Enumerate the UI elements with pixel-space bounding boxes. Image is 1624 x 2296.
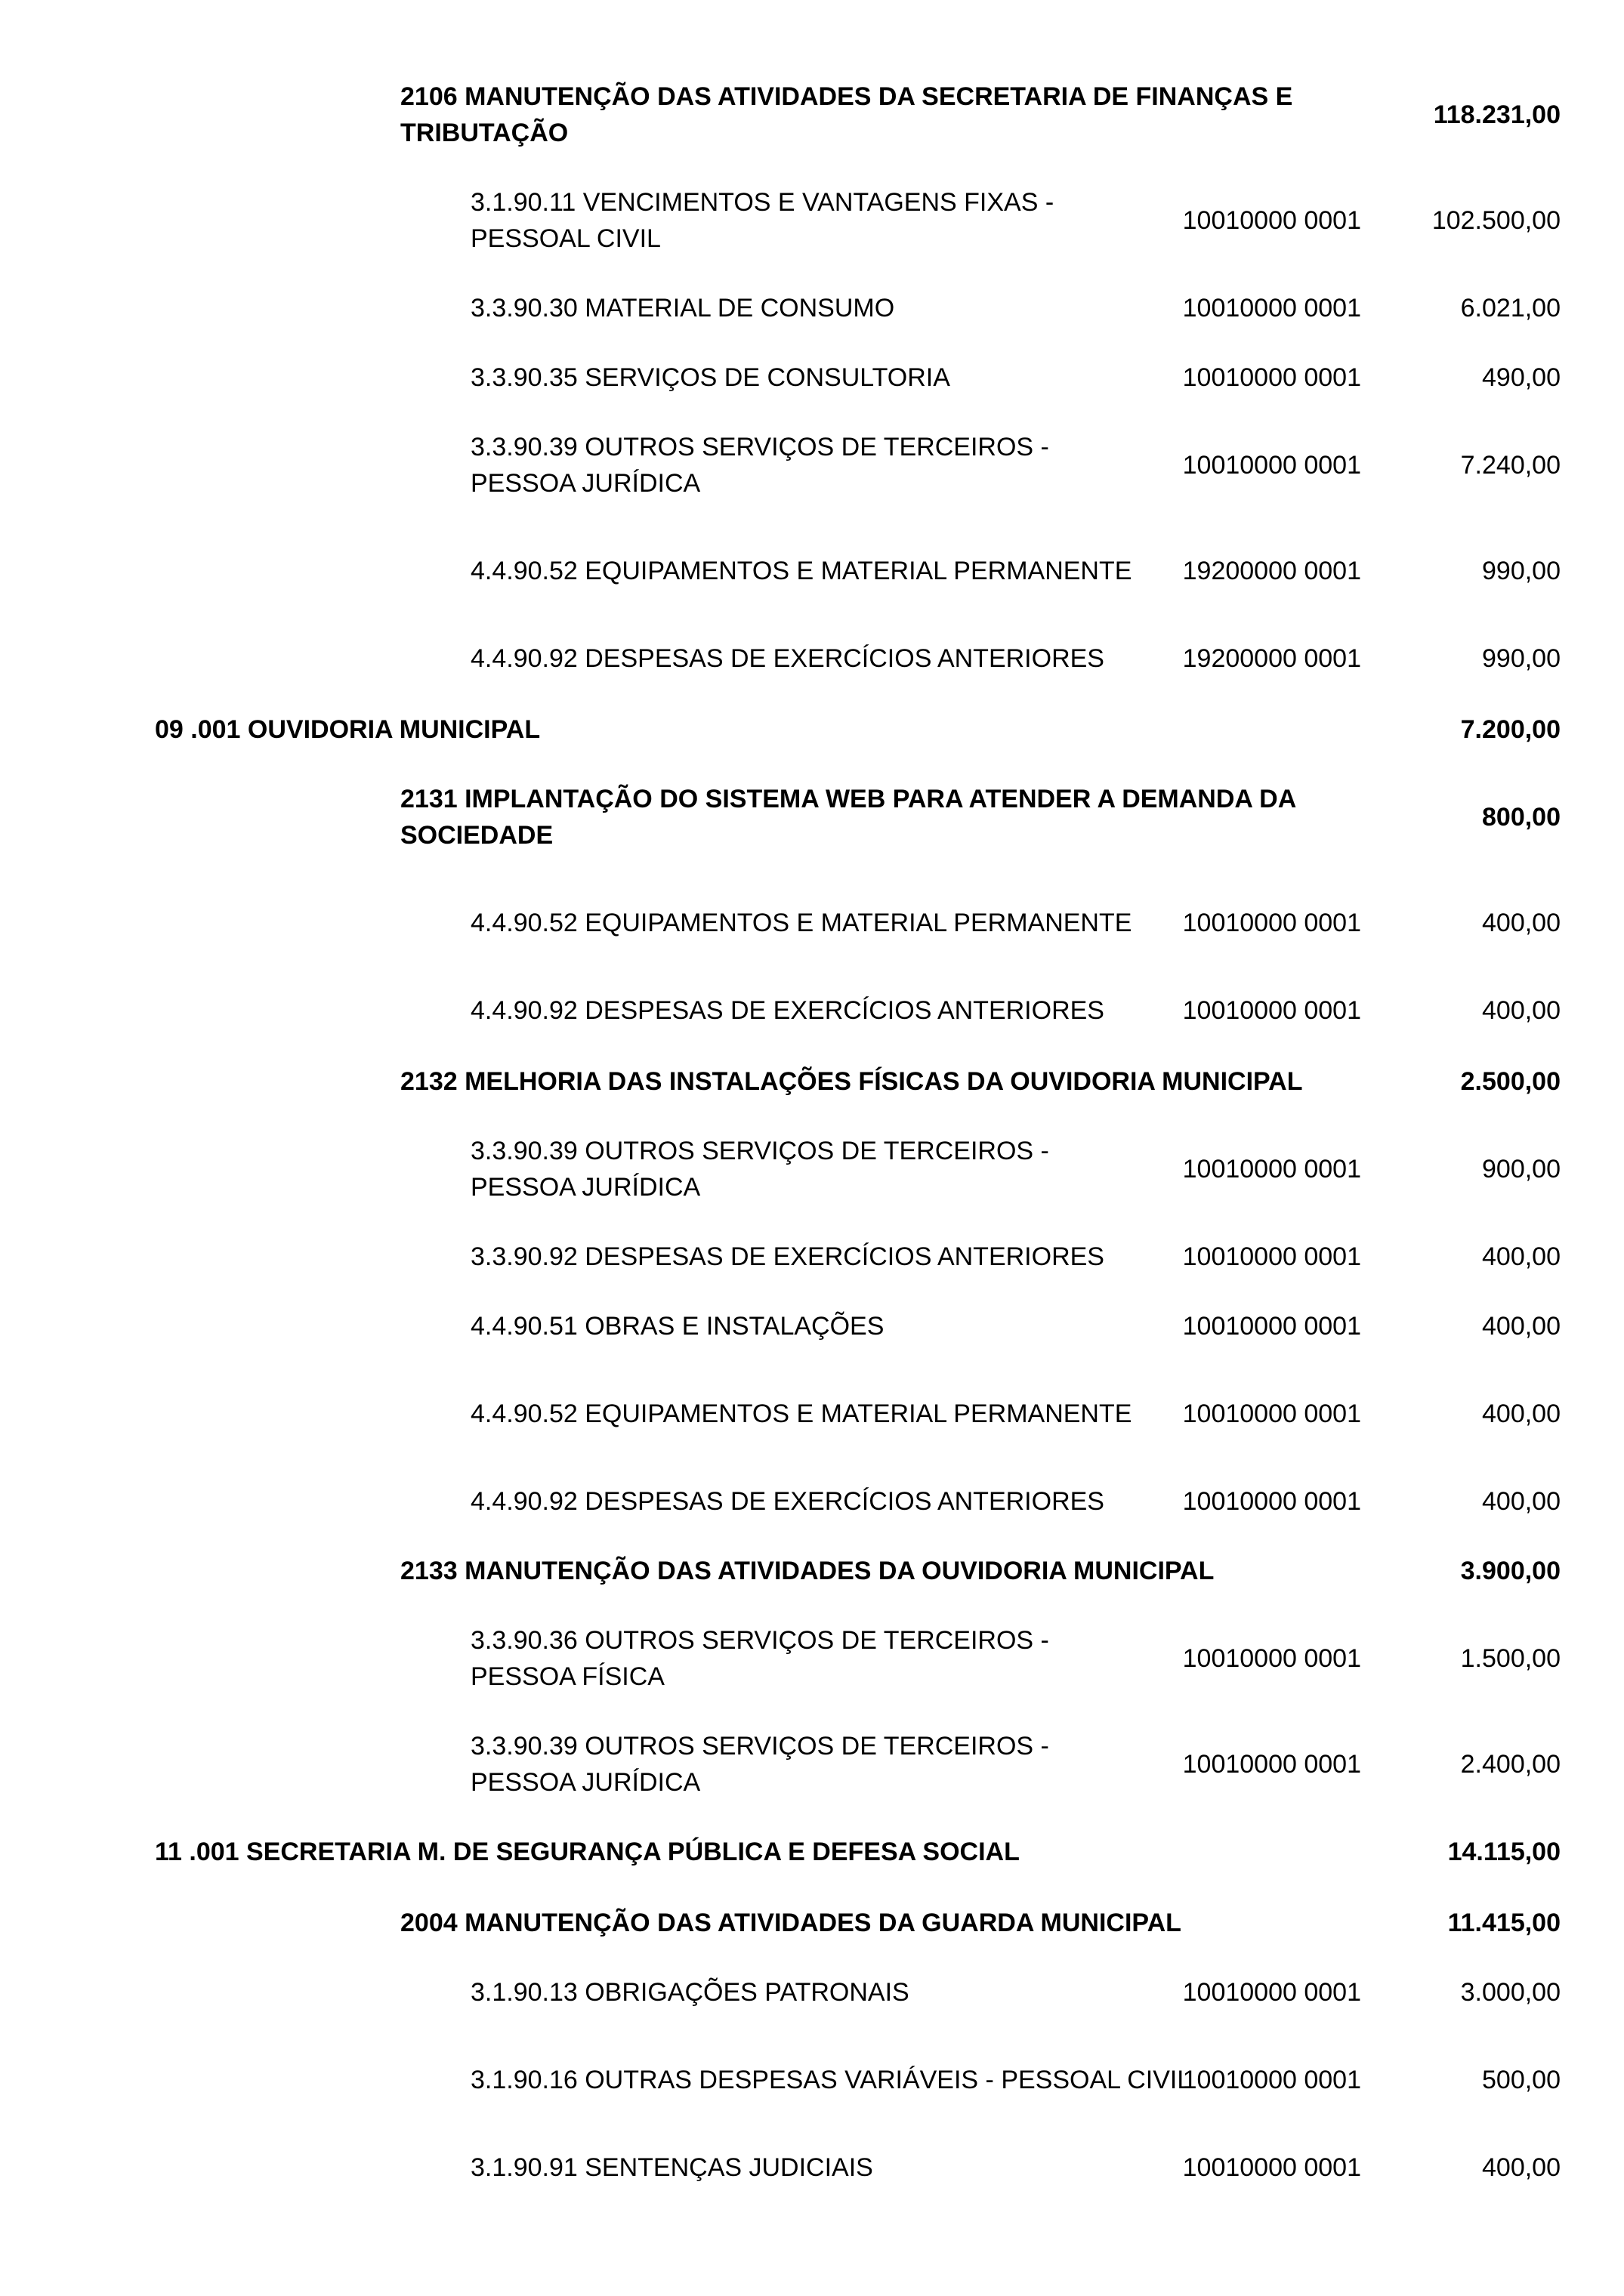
resource-source-code: 10010000 0001 xyxy=(1182,1155,1361,1183)
expense-item-label: 3.1.90.91 SENTENÇAS JUDICIAIS xyxy=(471,2153,873,2182)
total-amount: 3.900,00 xyxy=(1460,1557,1561,1585)
expense-item-label: 3.3.90.39 OUTROS SERVIÇOS DE TERCEIROS - PESSOA JURÍDICA xyxy=(471,433,1049,498)
item-amount: 3.000,00 xyxy=(1460,1978,1561,2007)
total-amount: 14.115,00 xyxy=(1447,1838,1561,1866)
resource-source-code: 10010000 0001 xyxy=(1182,451,1361,480)
action-heading: 2106 MANUTENÇÃO DAS ATIVIDADES DA SECRETARIA DE FINANÇAS E TRIBUTAÇÃO xyxy=(400,82,1293,147)
expense-item-label: 3.3.90.39 OUTROS SERVIÇOS DE TERCEIROS - PESSOA JURÍDICA xyxy=(471,1732,1049,1797)
expense-item-label: 4.4.90.52 EQUIPAMENTOS E MATERIAL PERMANENTE xyxy=(471,557,1132,585)
item-amount: 990,00 xyxy=(1482,644,1561,673)
expense-item-label: 4.4.90.52 EQUIPAMENTOS E MATERIAL PERMANENTE xyxy=(471,1400,1132,1428)
item-amount: 2.400,00 xyxy=(1460,1750,1561,1779)
expense-item-label: 3.3.90.35 SERVIÇOS DE CONSULTORIA xyxy=(471,363,950,392)
resource-source-code: 10010000 0001 xyxy=(1182,294,1361,322)
resource-source-code: 10010000 0001 xyxy=(1182,1978,1361,2007)
item-amount: 400,00 xyxy=(1482,2153,1561,2182)
item-amount: 400,00 xyxy=(1482,909,1561,937)
resource-source-code: 10010000 0001 xyxy=(1182,206,1361,235)
item-amount: 900,00 xyxy=(1482,1155,1561,1183)
item-amount: 400,00 xyxy=(1482,1400,1561,1428)
resource-source-code: 10010000 0001 xyxy=(1182,1242,1361,1271)
expense-item-label: 3.1.90.13 OBRIGAÇÕES PATRONAIS xyxy=(471,1978,909,2007)
action-heading: 2004 MANUTENÇÃO DAS ATIVIDADES DA GUARDA MUNICIPAL xyxy=(400,1909,1181,1937)
expense-item-label: 4.4.90.52 EQUIPAMENTOS E MATERIAL PERMANENTE xyxy=(471,909,1132,937)
item-amount: 500,00 xyxy=(1482,2066,1561,2094)
resource-source-code: 10010000 0001 xyxy=(1182,1400,1361,1428)
item-amount: 490,00 xyxy=(1482,363,1561,392)
item-amount: 400,00 xyxy=(1482,1312,1561,1341)
resource-source-code: 10010000 0001 xyxy=(1182,1312,1361,1341)
resource-source-code: 10010000 0001 xyxy=(1182,2066,1361,2094)
unit-heading: 09 .001 OUVIDORIA MUNICIPAL xyxy=(155,715,541,744)
unit-heading: 11 .001 SECRETARIA M. DE SEGURANÇA PÚBLICA E DEFESA SOCIAL xyxy=(155,1838,1020,1866)
total-amount: 7.200,00 xyxy=(1460,715,1561,744)
expense-item-label: 3.1.90.11 VENCIMENTOS E VANTAGENS FIXAS - PESSOAL CIVIL xyxy=(471,188,1054,253)
action-heading: 2132 MELHORIA DAS INSTALAÇÕES FÍSICAS DA OUVIDORIA MUNICIPAL xyxy=(400,1067,1303,1096)
item-amount: 102.500,00 xyxy=(1431,206,1561,235)
expense-item-label: 4.4.90.51 OBRAS E INSTALAÇÕES xyxy=(471,1312,885,1341)
expense-item-label: 3.3.90.30 MATERIAL DE CONSUMO xyxy=(471,294,895,322)
item-amount: 990,00 xyxy=(1482,557,1561,585)
item-amount: 400,00 xyxy=(1482,996,1561,1025)
resource-source-code: 10010000 0001 xyxy=(1182,1487,1361,1516)
action-heading: 2131 IMPLANTAÇÃO DO SISTEMA WEB PARA ATENDER A DEMANDA DA SOCIEDADE xyxy=(400,785,1296,850)
total-amount: 800,00 xyxy=(1482,803,1561,832)
resource-source-code: 10010000 0001 xyxy=(1182,1644,1361,1673)
total-amount: 2.500,00 xyxy=(1460,1067,1561,1096)
item-amount: 6.021,00 xyxy=(1460,294,1561,322)
item-amount: 400,00 xyxy=(1482,1242,1561,1271)
expense-item-label: 4.4.90.92 DESPESAS DE EXERCÍCIOS ANTERIORES xyxy=(471,996,1104,1025)
expense-item-label: 3.3.90.92 DESPESAS DE EXERCÍCIOS ANTERIORES xyxy=(471,1242,1104,1271)
resource-source-code: 10010000 0001 xyxy=(1182,1750,1361,1779)
resource-source-code: 19200000 0001 xyxy=(1182,557,1361,585)
total-amount: 11.415,00 xyxy=(1447,1909,1561,1937)
resource-source-code: 19200000 0001 xyxy=(1182,644,1361,673)
expense-item-label: 4.4.90.92 DESPESAS DE EXERCÍCIOS ANTERIORES xyxy=(471,1487,1104,1516)
action-heading: 2133 MANUTENÇÃO DAS ATIVIDADES DA OUVIDORIA MUNICIPAL xyxy=(400,1557,1215,1585)
total-amount: 118.231,00 xyxy=(1433,100,1561,129)
resource-source-code: 10010000 0001 xyxy=(1182,2153,1361,2182)
expense-item-label: 4.4.90.92 DESPESAS DE EXERCÍCIOS ANTERIORES xyxy=(471,644,1104,673)
expense-item-label: 3.3.90.36 OUTROS SERVIÇOS DE TERCEIROS - PESSOA FÍSICA xyxy=(471,1626,1049,1691)
expense-item-label: 3.3.90.39 OUTROS SERVIÇOS DE TERCEIROS - PESSOA JURÍDICA xyxy=(471,1137,1049,1202)
item-amount: 7.240,00 xyxy=(1460,451,1561,480)
resource-source-code: 10010000 0001 xyxy=(1182,996,1361,1025)
resource-source-code: 10010000 0001 xyxy=(1182,909,1361,937)
resource-source-code: 10010000 0001 xyxy=(1182,363,1361,392)
item-amount: 400,00 xyxy=(1482,1487,1561,1516)
item-amount: 1.500,00 xyxy=(1460,1644,1561,1673)
expense-item-label: 3.1.90.16 OUTRAS DESPESAS VARIÁVEIS - PESSOAL CIVIL xyxy=(471,2066,1192,2094)
